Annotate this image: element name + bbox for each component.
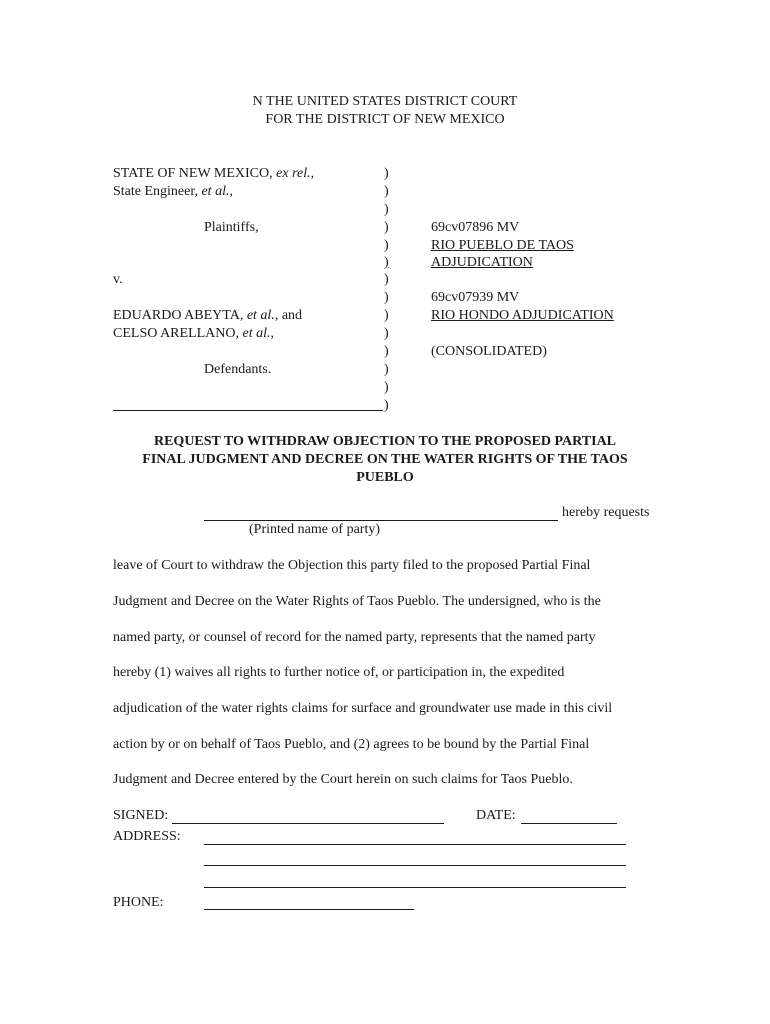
caption-paren: ): [384, 184, 389, 199]
date-label: DATE:: [476, 808, 516, 823]
body-line: named party, or counsel of record for the named party, represents that the named party: [113, 630, 596, 645]
phone-field[interactable]: [204, 909, 414, 910]
plaintiff-name: STATE OF NEW MEXICO,: [113, 166, 273, 181]
caption-paren: ): [384, 238, 389, 253]
caption-paren: ): [384, 398, 389, 413]
plaintiff-line2-comma: ,: [229, 184, 233, 199]
defendant1-name: EDUARDO ABEYTA,: [113, 308, 244, 323]
caption-paren: ): [384, 380, 389, 395]
defendant2-et-al: et al.: [242, 326, 271, 341]
body-line: adjudication of the water rights claims for surface and groundwater use made in this civil: [113, 701, 613, 716]
title-line3: PUEBLO: [356, 470, 414, 485]
consolidated-label: (CONSOLIDATED): [431, 344, 547, 359]
ex-rel: ex rel.: [276, 166, 311, 181]
caption-paren: ): [384, 272, 389, 287]
caption-paren: ): [384, 308, 389, 323]
defendant2-tail: ,: [270, 326, 274, 341]
title-line1: REQUEST TO WITHDRAW OBJECTION TO THE PROPOSED PARTIAL: [153, 434, 617, 449]
caption-paren: ): [384, 344, 389, 359]
body-line: Judgment and Decree entered by the Court herein on such claims for Taos Pueblo.: [113, 772, 573, 787]
caption-paren: ): [384, 255, 389, 270]
address-field-line1[interactable]: [204, 844, 626, 845]
plaintiff-et-al: et al.: [201, 184, 230, 199]
caption-paren: ): [384, 290, 389, 305]
body-line: Judgment and Decree on the Water Rights of Taos Pueblo. The undersigned, who is the: [113, 594, 601, 609]
caption-paren: ): [384, 326, 389, 341]
court-heading-line2: FOR THE DISTRICT OF NEW MEXICO: [265, 112, 505, 127]
defendants-label: Defendants.: [204, 362, 272, 377]
body-line: action by or on behalf of Taos Pueblo, and (2) agrees to be bound by the Partial Final: [113, 737, 590, 752]
phone-label: PHONE:: [113, 895, 164, 910]
address-field-line3[interactable]: [204, 887, 626, 888]
defendant1-et-al: et al.: [246, 308, 275, 323]
caption-bottom-rule: [113, 410, 383, 411]
caption-paren: ): [384, 202, 389, 217]
address-label: ADDRESS:: [113, 829, 181, 844]
state-engineer: State Engineer,: [113, 184, 198, 199]
case2-name: RIO HONDO ADJUDICATION: [431, 308, 614, 323]
address-field-line2[interactable]: [204, 865, 626, 866]
case1-name-line1: RIO PUEBLO DE TAOS: [431, 238, 574, 253]
caption-paren: ): [384, 362, 389, 377]
plaintiff-line2: [113, 184, 233, 200]
ex-rel-comma: ,: [310, 166, 315, 181]
court-heading-line1: N THE UNITED STATES DISTRICT COURT: [252, 94, 518, 109]
case1-number: 69cv07896 MV: [431, 220, 520, 235]
defendant1-line: [113, 308, 302, 324]
printed-name-caption: (Printed name of party): [249, 522, 381, 537]
body-line: hereby (1) waives all rights to further notice of, or participation in, the expedited: [113, 665, 565, 680]
plaintiff-name-line: [113, 166, 314, 182]
case2-number: 69cv07939 MV: [431, 290, 520, 305]
title-line2: FINAL JUDGMENT AND DECREE ON THE WATER RIGHTS OF THE TAOS: [142, 452, 628, 467]
defendant2-line: [113, 326, 274, 342]
hereby-requests: hereby requests: [562, 505, 650, 520]
plaintiffs-label: Plaintiffs,: [204, 220, 259, 235]
case1-name-line2: ADJUDICATION: [431, 255, 533, 270]
body-line: leave of Court to withdraw the Objection this party filed to the proposed Partial Final: [113, 558, 591, 573]
defendant2-name: CELSO ARELLANO,: [113, 326, 239, 341]
signed-label: SIGNED:: [113, 808, 169, 823]
versus: v.: [113, 272, 123, 287]
caption-paren: ): [384, 166, 389, 181]
printed-name-field[interactable]: [204, 520, 558, 521]
defendant1-tail: , and: [274, 308, 303, 323]
caption-paren: ): [384, 220, 389, 235]
date-field[interactable]: [521, 823, 617, 824]
signature-field[interactable]: [172, 823, 444, 824]
